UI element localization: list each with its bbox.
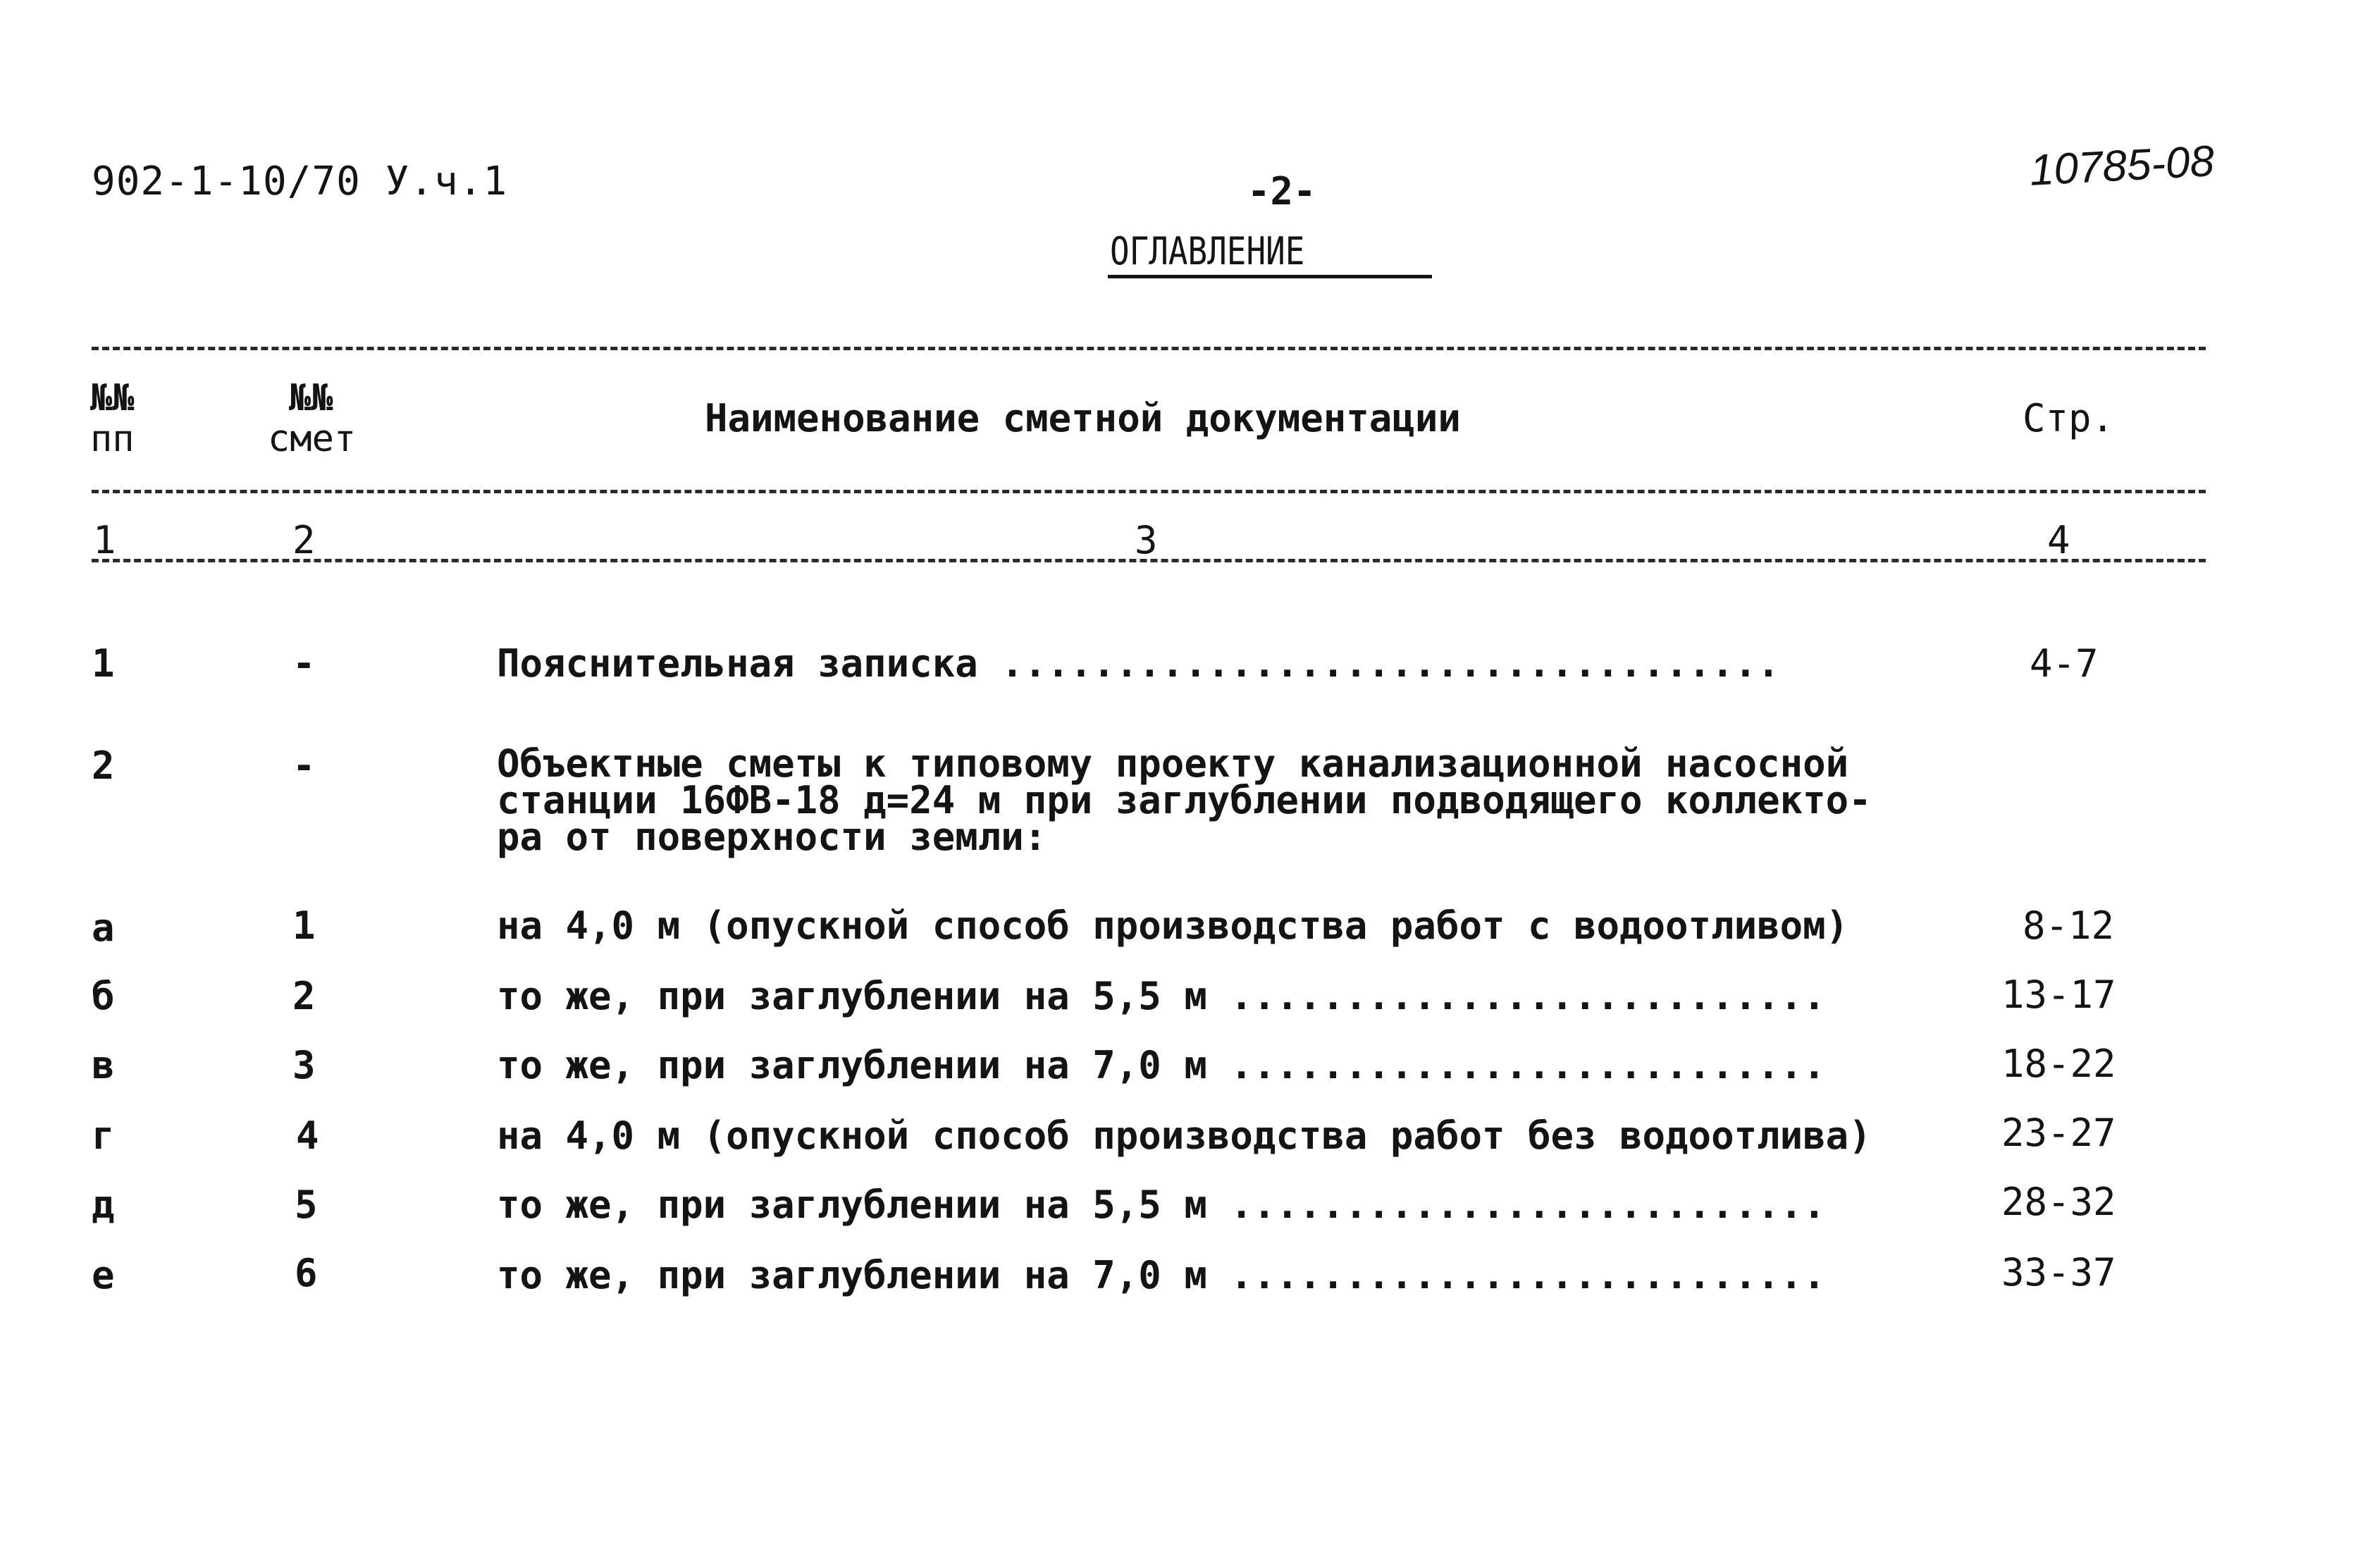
table-row-text: на 4,0 м (опускной способ производства работ без водоотлива)	[497, 1113, 1872, 1158]
table-row-pages: 33-37	[2001, 1250, 2116, 1295]
table-row-pages: 23-27	[2001, 1111, 2116, 1155]
table-row-pages: 8-12	[2023, 903, 2115, 948]
table-row-smet: 5	[295, 1183, 318, 1227]
table-row-pages: 4-7	[2030, 641, 2099, 686]
table-row-pp: д	[92, 1183, 115, 1227]
column-header-pp: №№ пп	[90, 377, 135, 460]
table-row-pp: в	[92, 1043, 115, 1087]
table-row-pages: 13-17	[2001, 973, 2116, 1017]
table-row-text: Пояснительная записка ..................................	[497, 641, 1780, 686]
table-row-smet: 4	[296, 1113, 319, 1158]
title-underline	[1108, 275, 1432, 278]
table-row-text: то же, при заглублении на 5,5 м ..........................	[497, 1183, 1826, 1227]
column-header-page: Стр.	[2023, 396, 2115, 440]
table-row-pages: 18-22	[2001, 1042, 2116, 1086]
table-row-text: то же, при заглублении на 7,0 м ..........................	[497, 1043, 1826, 1087]
table-row-smet: -	[292, 743, 316, 788]
column-number: 3	[1135, 518, 1158, 562]
column-number: 4	[2047, 518, 2070, 562]
table-top-rule	[92, 347, 2206, 350]
table-row-pp: а	[92, 906, 115, 950]
table-row-pages: 28-32	[2001, 1180, 2116, 1224]
table-row-text: на 4,0 м (опускной способ производства работ с водоотливом)	[497, 903, 1849, 948]
table-row-smet: 3	[292, 1043, 316, 1087]
table-row-smet: 2	[292, 974, 316, 1018]
table-row-pp: е	[92, 1253, 115, 1297]
page-title: ОГЛАВЛЕНИЕ	[1110, 229, 1305, 273]
column-number: 2	[292, 518, 316, 562]
table-row-pp: г	[92, 1113, 115, 1158]
table-row-smet: 1	[292, 903, 316, 948]
table-row-smet: 6	[295, 1251, 318, 1295]
table-row-text: Объектные сметы к типовому проекту канализационной насосной станции 16ФВ-18 д=24 м при заглублении подводящего коллекто- ра от поверхности земли:	[497, 741, 1872, 859]
column-number: 1	[93, 518, 116, 562]
column-header-name: Наименование сметной документации	[705, 396, 1461, 440]
page-number: -2-	[1247, 169, 1316, 214]
table-row-text: то же, при заглублении на 5,5 м ..........................	[497, 974, 1826, 1018]
table-row-pp: б	[92, 974, 115, 1018]
table-row-pp: 2	[92, 743, 115, 788]
inventory-number: 10785-08	[2028, 137, 2216, 195]
column-header-smet: №№ смет	[268, 377, 357, 460]
table-row-pp: 1	[92, 641, 115, 686]
document-code: 902-1-10/70 У.ч.1	[92, 159, 508, 204]
table-row-text: то же, при заглублении на 7,0 м ..........................	[497, 1253, 1826, 1297]
header-bottom-rule	[92, 490, 2206, 493]
table-row-smet: -	[292, 641, 316, 686]
